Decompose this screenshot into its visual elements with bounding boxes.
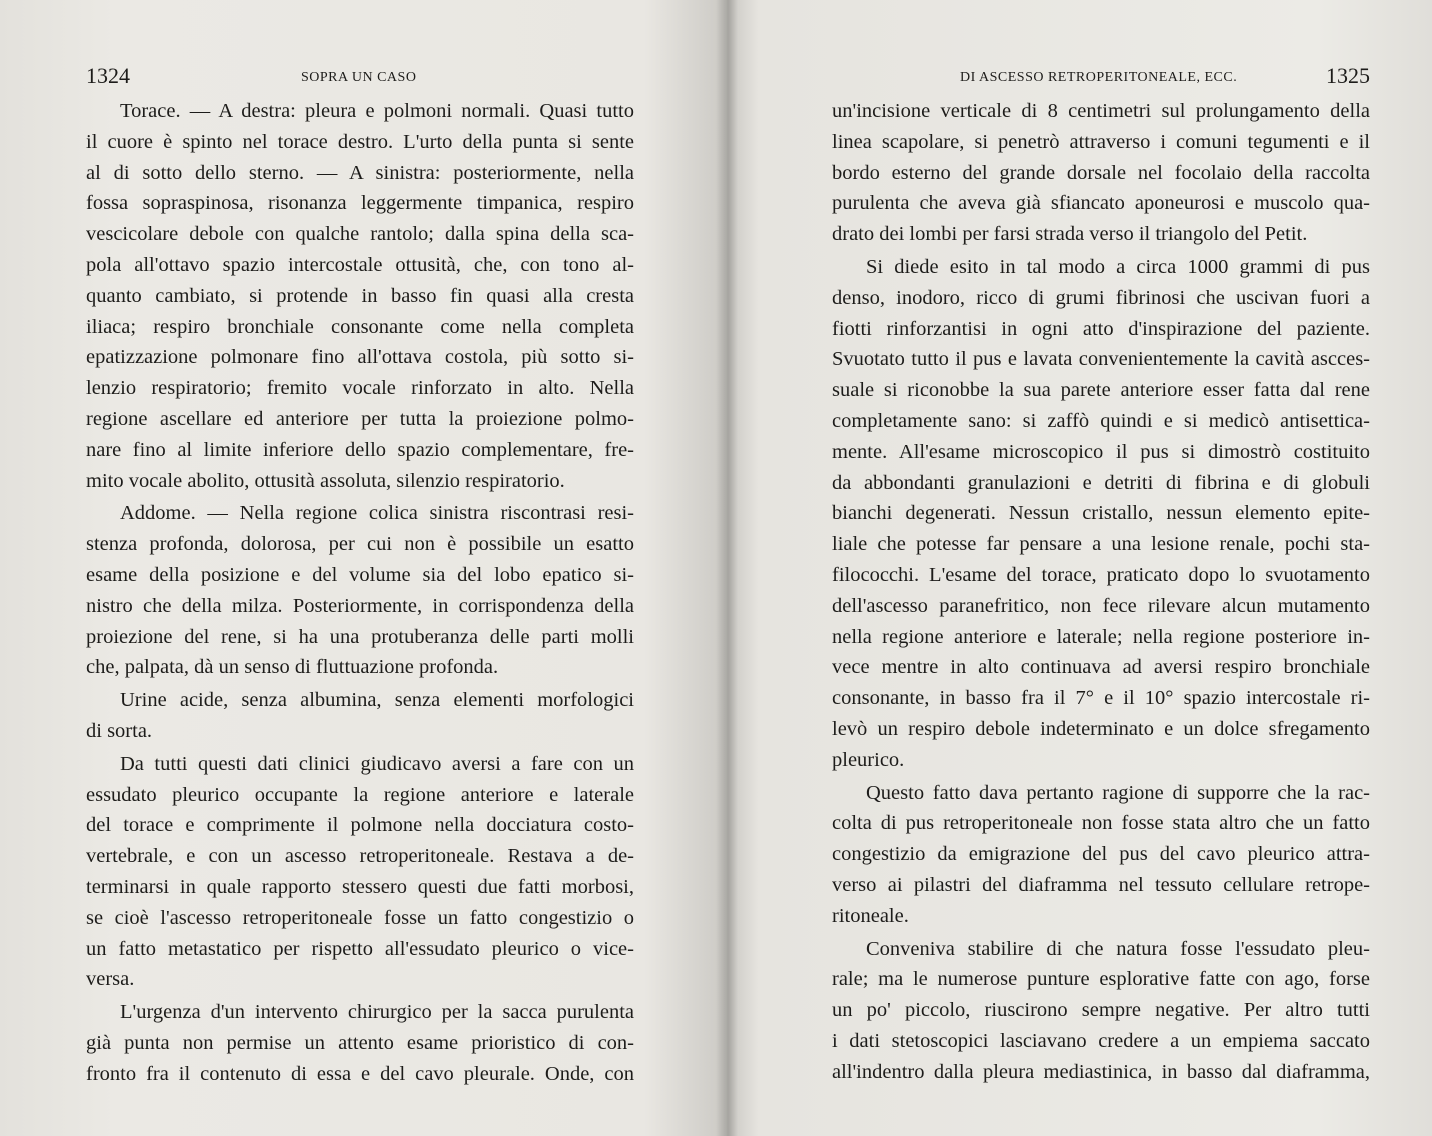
text-line: terminarsi in quale rapporto stessero questi due fatti morbosi, xyxy=(86,875,634,898)
text-line: un'incisione verticale di 8 centimetri sul prolungamento della xyxy=(832,100,1370,122)
right-page-body xyxy=(832,96,1370,1088)
text-line: regione ascellare ed anteriore per tutta la proiezione polmo- xyxy=(86,407,634,430)
text-line: liale che potesse far pensare a una lesione renale, pochi sta- xyxy=(832,533,1370,556)
text-line: dell'ascesso paranefritico, non fece rilevare alcun mutamento xyxy=(832,594,1370,617)
text-line: epatizzazione polmonare fino all'ottava costola, più sotto si- xyxy=(86,346,634,369)
right-page-header xyxy=(832,63,1370,92)
text-line: Torace. — A destra: pleura e polmoni normali. Quasi tutto xyxy=(120,100,634,122)
text-line: rale; ma le numerose punture esplorative fatte con ago, forse xyxy=(832,968,1370,991)
text-line: da abbondanti granulazioni e detriti di fibrina e di globuli xyxy=(832,471,1370,494)
paragraph xyxy=(832,778,1370,932)
text-line: vertebrale, e con un ascesso retroperitoneale. Restava a de- xyxy=(86,845,634,868)
text-line: quanto cambiato, si protende in basso fin quasi alla cresta xyxy=(86,284,634,307)
text-line: filococchi. L'esame del torace, praticato dopo lo svuotamento xyxy=(832,563,1370,586)
text-line: suale si riconobbe la sua parete anteriore esser fatta dal rene xyxy=(832,379,1370,402)
paragraph xyxy=(832,252,1370,776)
text-line: fossa sopraspinosa, risonanza leggermente timpanica, respiro xyxy=(86,192,634,215)
text-line: nistro che della milza. Posteriormente, in corrispondenza della xyxy=(86,594,634,617)
text-line: mito vocale abolito, ottusità assoluta, silenzio respiratorio. xyxy=(86,469,565,492)
text-line: Addome. — Nella regione colica sinistra riscontrasi resi- xyxy=(120,502,634,525)
left-page-body xyxy=(86,96,634,1090)
text-line: lenzio respiratorio; fremito vocale rinforzato in alto. Nella xyxy=(86,377,634,400)
text-line: mente. All'esame microscopico il pus si dimostrò costituito xyxy=(832,440,1370,463)
text-line: un fatto metastatico per rispetto all'essudato pleurico o vice- xyxy=(86,937,634,960)
text-line: drato dei lombi per farsi strada verso il triangolo del Petit. xyxy=(832,223,1308,246)
text-line: verso ai pilastri del diaframma nel tessuto cellulare retrope- xyxy=(832,873,1370,896)
text-line: Urine acide, senza albumina, senza elementi morfologici xyxy=(120,689,634,712)
text-line: un po' piccolo, riuscirono sempre negative. Per altro tutti xyxy=(832,999,1370,1022)
text-line: il cuore è spinto nel torace destro. L'urto della punta si sente xyxy=(86,130,634,153)
text-line: fiotti rinforzantisi in ogni atto d'inspirazione del paziente. xyxy=(832,317,1370,340)
text-line: essudato pleurico occupante la regione anteriore e laterale xyxy=(86,783,634,806)
text-line: ritoneale. xyxy=(832,904,909,927)
text-line: vece mentre in alto continuava ad aversi respiro bronchiale xyxy=(832,656,1370,679)
right-page xyxy=(832,0,1370,1136)
paragraph xyxy=(832,96,1370,250)
paragraph xyxy=(86,498,634,683)
text-line: all'indentro dalla pleura mediastinica, in basso dal diaframma, xyxy=(832,1060,1370,1083)
text-line: fronto fra il contenuto di essa e del cavo pleurale. Onde, con xyxy=(86,1062,634,1085)
right-running-head: DI ASCESSO RETROPERITONEALE, ECC. xyxy=(960,70,1238,85)
text-line: vescicolare debole con qualche rantolo; dalla spina della sca- xyxy=(86,223,634,246)
text-line: consonante, in basso fra il 7° e il 10° spazio intercostale ri- xyxy=(832,687,1370,710)
text-line: L'urgenza d'un intervento chirurgico per la sacca purulenta xyxy=(120,1001,634,1024)
text-line: di sorta. xyxy=(86,719,153,742)
text-line: che, palpata, dà un senso di fluttuazione profonda. xyxy=(86,656,499,679)
text-line: al di sotto dello sterno. — A sinistra: posteriormente, nella xyxy=(86,161,634,184)
left-running-head: SOPRA UN CASO xyxy=(301,70,417,85)
text-line: Questo fatto dava pertanto ragione di supporre che la rac- xyxy=(866,781,1370,804)
text-line: iliaca; respiro bronchiale consonante come nella completa xyxy=(86,315,634,338)
text-line: completamente sano: si zaffò quindi e si medicò antisettica- xyxy=(832,409,1370,432)
left-page-header xyxy=(86,63,634,92)
text-line: stenza profonda, dolorosa, per cui non è possibile un esatto xyxy=(86,533,634,556)
left-page-number: 1324 xyxy=(86,63,130,88)
text-line: purulenta che aveva già sfiancato aponeurosi e muscolo qua- xyxy=(832,192,1370,215)
text-line: linea scapolare, si penetrò attraverso i comuni tegumenti e il xyxy=(832,130,1370,153)
paragraph xyxy=(86,749,634,995)
text-line: i dati stetoscopici lasciavano credere a un empiema saccato xyxy=(832,1029,1370,1052)
text-line: pleurico. xyxy=(832,748,905,771)
text-line: nare fino al limite inferiore dello spazio complementare, fre- xyxy=(86,438,634,461)
text-line: se cioè l'ascesso retroperitoneale fosse un fatto congestizio o xyxy=(86,906,634,929)
text-line: versa. xyxy=(86,968,135,991)
text-line: denso, inodoro, ricco di grumi fibrinosi che uscivan fuori a xyxy=(832,286,1370,309)
text-line: Da tutti questi dati clinici giudicavo aversi a fare con un xyxy=(120,752,634,775)
left-page xyxy=(86,0,634,1136)
text-line: pola all'ottavo spazio intercostale ottusità, che, con tono al- xyxy=(86,253,634,276)
text-line: nella regione anteriore e laterale; nella regione posteriore in- xyxy=(832,625,1370,648)
text-line: colta di pus retroperitoneale non fosse stata altro che un fatto xyxy=(832,812,1370,835)
right-page-number: 1325 xyxy=(1326,63,1370,88)
text-line: del torace e comprimente il polmone nella docciatura costo- xyxy=(86,814,634,837)
text-line: esame della posizione e del volume sia del lobo epatico si- xyxy=(86,563,634,586)
paragraph xyxy=(86,997,634,1089)
paragraph xyxy=(86,685,634,747)
text-line: Si diede esito in tal modo a circa 1000 grammi di pus xyxy=(866,255,1370,278)
text-line: bianchi degenerati. Nessun cristallo, nessun elemento epite- xyxy=(832,502,1370,525)
paragraph xyxy=(86,96,634,496)
text-line: bordo esterno del grande dorsale nel focolaio della raccolta xyxy=(832,161,1370,184)
text-line: Conveniva stabilire di che natura fosse l'essudato pleu- xyxy=(866,937,1370,960)
book-gutter xyxy=(716,0,738,1136)
text-line: già punta non permise un attento esame prioristico di con- xyxy=(86,1031,634,1054)
text-line: proiezione del rene, si ha una protuberanza delle parti molli xyxy=(86,625,634,648)
text-line: levò un respiro debole indeterminato e un dolce sfregamento xyxy=(832,717,1370,740)
text-line: Svuotato tutto il pus e lavata convenientemente la cavità ascces- xyxy=(832,348,1370,371)
paragraph xyxy=(832,934,1370,1088)
text-line: congestizio da emigrazione del pus del cavo pleurico attra- xyxy=(832,843,1370,866)
